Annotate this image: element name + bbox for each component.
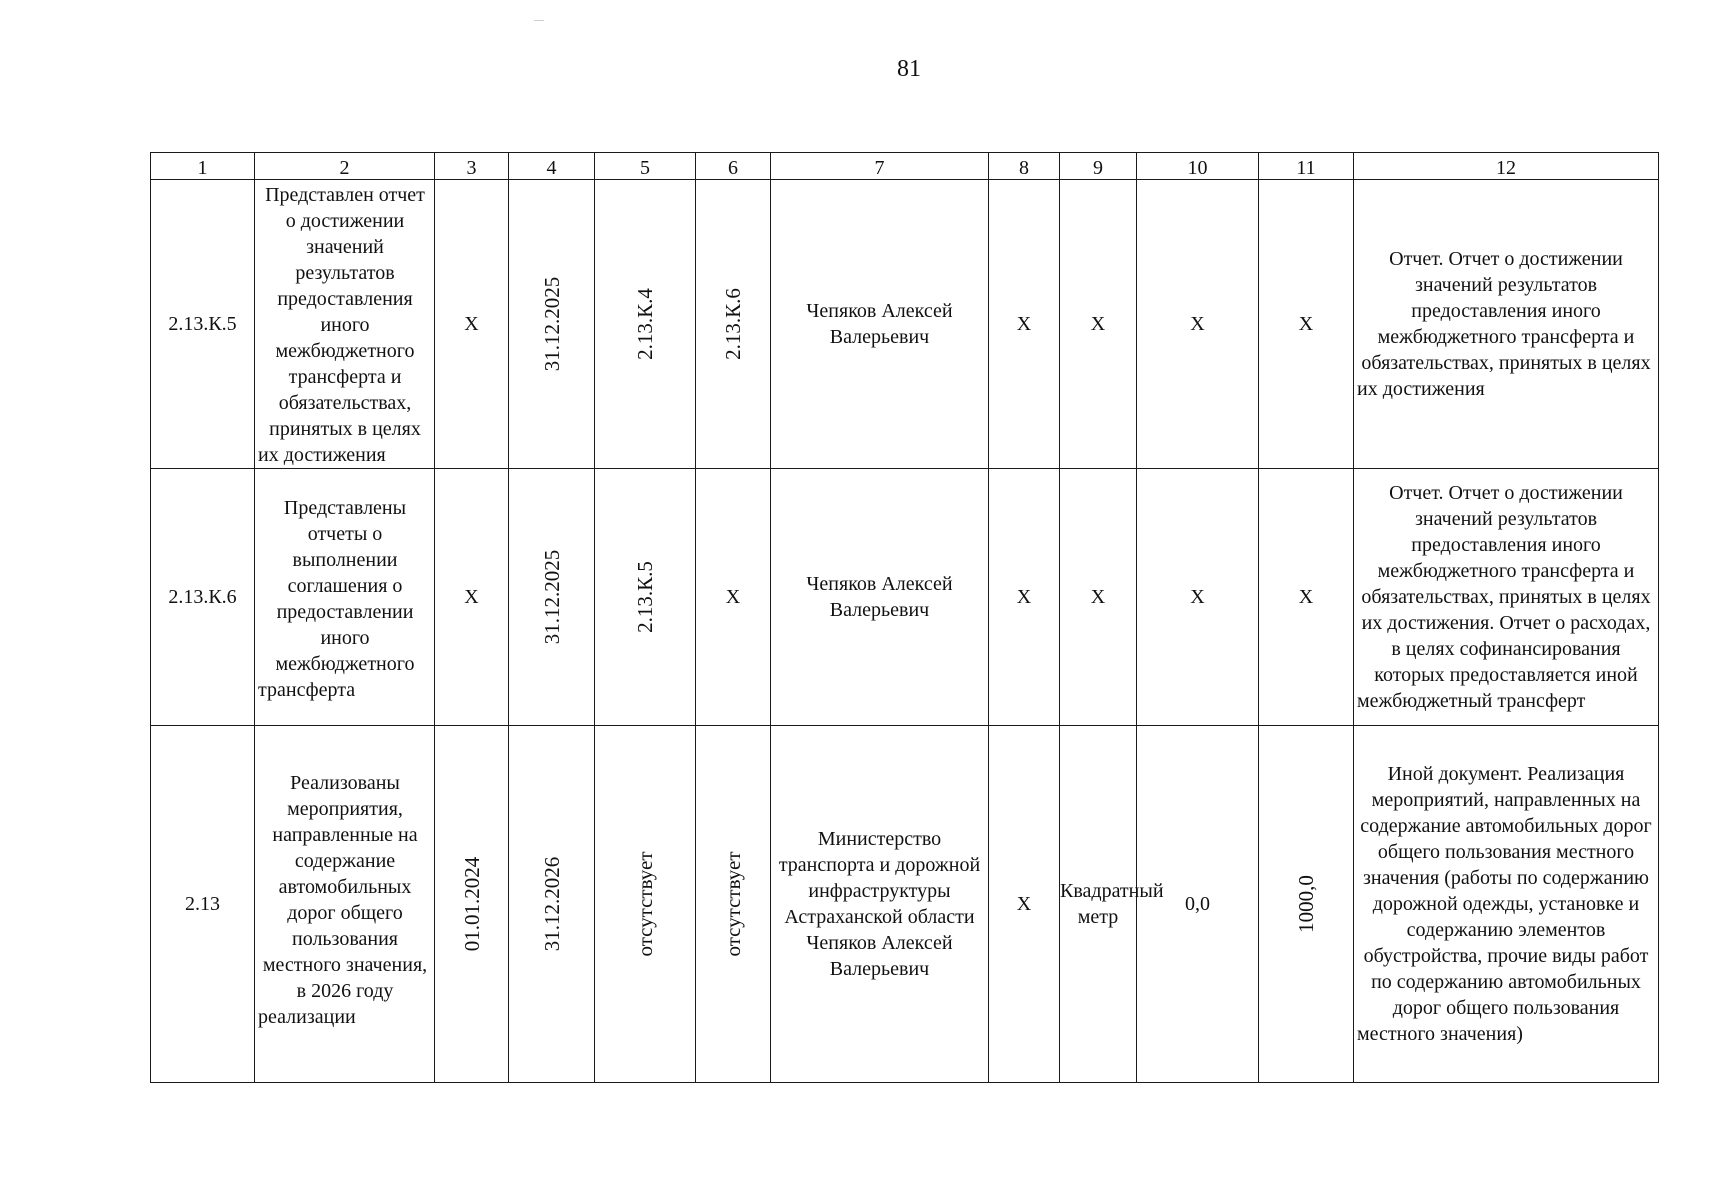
predecessor-cell (595, 726, 696, 1083)
scan-artifact (534, 20, 544, 21)
column-header-2: 2 (255, 153, 435, 180)
successor-cell: Х (696, 469, 771, 726)
row-number-cell: 2.13.К.6 (151, 469, 255, 726)
unit-cell: Квадратный метр (1060, 726, 1137, 1083)
predecessor-cell (595, 469, 696, 726)
end-date-cell (509, 726, 595, 1083)
end-date-cell (509, 469, 595, 726)
end-date-text: 31.12.2025 (539, 276, 564, 372)
document-cell: Иной документ. Реализация мероприятий, направленных на содержание автомобильных дорог общего пользования местного значения (работы по содержанию дорожной одежды, установке и содержанию элементов обустройства, прочие виды работ по содержанию автомобильных дорог общего пользования местного значения) (1354, 726, 1659, 1083)
end-date-text: 31.12.2025 (539, 549, 564, 645)
page-number: 81 (897, 56, 921, 82)
successor-text: отсутствует (721, 851, 745, 957)
column-header-6: 6 (696, 153, 771, 180)
predecessor-text: 2.13.К.5 (633, 561, 657, 633)
column-header-5: 5 (595, 153, 696, 180)
column-header-4: 4 (509, 153, 595, 180)
table-row (151, 469, 1659, 726)
plan-table (150, 152, 1659, 1083)
column-header-9: 9 (1060, 153, 1137, 180)
column-header-1: 1 (151, 153, 255, 180)
table-row (151, 726, 1659, 1083)
column-header-12: 12 (1354, 153, 1659, 180)
column-header-10: 10 (1137, 153, 1259, 180)
col8-cell: Х (989, 469, 1060, 726)
start-date-cell: Х (435, 180, 509, 469)
end-date-text: 31.12.2026 (539, 856, 564, 952)
base-value-cell: Х (1137, 469, 1259, 726)
end-date-cell (509, 180, 595, 469)
column-header-7: 7 (771, 153, 989, 180)
unit-cell: Х (1060, 469, 1137, 726)
column-header-3: 3 (435, 153, 509, 180)
start-date-cell (435, 726, 509, 1083)
predecessor-text: отсутствует (633, 851, 657, 957)
document-cell: Отчет. Отчет о достижении значений результатов предоставления иного межбюджетного трансферта и обязательствах, принятых в целях их достижения (1354, 180, 1659, 469)
col8-cell: Х (989, 180, 1060, 469)
result-description-cell: Реализованы мероприятия, направленные на содержание автомобильных дорог общего пользования местного значения, в 2026 году реализации (255, 726, 435, 1083)
unit-cell: Х (1060, 180, 1137, 469)
base-value-cell: 0,0 (1137, 726, 1259, 1083)
successor-text: 2.13.К.6 (721, 288, 745, 360)
result-description-cell: Представлены отчеты о выполнении соглашения о предоставлении иного межбюджетного трансферта (255, 469, 435, 726)
base-value-cell: Х (1137, 180, 1259, 469)
successor-cell (696, 180, 771, 469)
row-number-cell: 2.13 (151, 726, 255, 1083)
target-value-cell: Х (1259, 180, 1354, 469)
document-cell: Отчет. Отчет о достижении значений результатов предоставления иного межбюджетного трансферта и обязательствах, принятых в целях их достижения. Отчет о расходах, в целях софинансирования которых предоставляется иной межбюджетный трансферт (1354, 469, 1659, 726)
start-date-text: 01.01.2024 (459, 856, 484, 952)
column-header-8: 8 (989, 153, 1060, 180)
table-row (151, 180, 1659, 469)
responsible-cell: Министерство транспорта и дорожной инфраструктуры Астраханской области Чепяков Алексей Валерьевич (771, 726, 989, 1083)
predecessor-cell (595, 180, 696, 469)
predecessor-text: 2.13.К.4 (633, 288, 657, 360)
row-number-cell: 2.13.К.5 (151, 180, 255, 469)
col8-cell: Х (989, 726, 1060, 1083)
column-header-11: 11 (1259, 153, 1354, 180)
responsible-cell: Чепяков Алексей Валерьевич (771, 180, 989, 469)
successor-cell (696, 726, 771, 1083)
header-row (151, 153, 1659, 180)
target-value-cell (1259, 726, 1354, 1083)
responsible-cell: Чепяков Алексей Валерьевич (771, 469, 989, 726)
target-value-cell: Х (1259, 469, 1354, 726)
target-value-text: 1000,0 (1294, 875, 1318, 933)
start-date-cell: Х (435, 469, 509, 726)
result-description-cell: Представлен отчет о достижении значений результатов предоставления иного межбюджетного трансферта и обязательствах, принятых в целях их достижения (255, 180, 435, 469)
